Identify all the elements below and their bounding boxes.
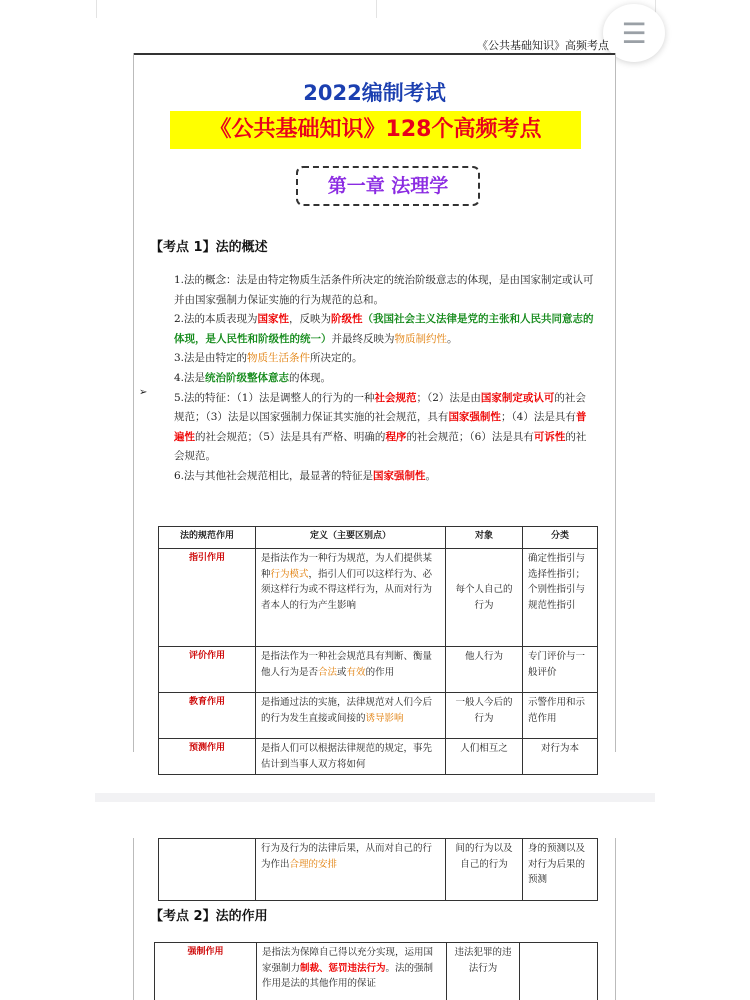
row-name-cell: 预测作用 — [159, 739, 256, 775]
paragraph-6: 6.法与其他社会规范相比，最显著的特征是国家强制性。 — [174, 469, 437, 482]
table-row — [159, 693, 598, 739]
definition-cell: 是指法作为一种行为规范，为人们提供某种行为模式，指引人们可以这样行为、必须这样行为或不得这样行为，从而对行为者本人的行为产生影响 — [256, 549, 446, 647]
definition-cell: 是指法作为一种社会规范具有判断、衡量他人行为是否合法或有效的作用 — [256, 647, 446, 693]
header-cell: 定义（主要区别点） — [256, 527, 446, 549]
definition-cell: 是指人们可以根据法律规范的规定，事先估计到当事人双方将如何 — [256, 739, 446, 775]
row-name-cell — [159, 839, 256, 901]
header-cell: 法的规范作用 — [159, 527, 256, 549]
header-cell: 分类 — [523, 527, 598, 549]
section-body — [162, 271, 594, 487]
category-cell — [520, 943, 598, 1000]
row-name-cell: 指引作用 — [159, 549, 256, 647]
object-cell: 人们相互之 — [446, 739, 523, 775]
paragraph-4: 4.法是统治阶级整体意志的体现。 — [174, 371, 332, 384]
definition-cell: 行为及行为的法律后果，从而对自己的行为作出合理的安排 — [256, 839, 446, 901]
table-header-row — [159, 527, 598, 549]
law-functions-table — [154, 942, 598, 1000]
object-cell: 一般人今后的行为 — [446, 693, 523, 739]
header-cell: 对象 — [446, 527, 523, 549]
category-cell: 专门评价与一般评价 — [523, 647, 598, 693]
norm-functions-table — [158, 526, 598, 775]
row-name-cell: 教育作用 — [159, 693, 256, 739]
category-cell: 身的预测以及对行为后果的预测 — [523, 839, 598, 901]
paragraph-1: 1.法的概念：法是由特定物质生活条件所决定的统治阶级意志的体现，是由国家制定或认可并由国家强制力保证实施的行为规范的总和。 — [174, 274, 594, 306]
paragraph-5: 5.法的特征：（1）法是调整人的行为的一种社会规范；（2）法是由国家制定或认可的社会规范；（3）法是以国家强制力保证其实施的社会规范，具有国家强制性；（4）法是具有普遍性的社会规范；（5）法是具有严格、明确的程序的社会规范；（6）法是具有可诉性的社会规范。 — [174, 391, 587, 463]
definition-cell: 是指法为保障自己得以充分实现，运用国家强制力制裁、惩罚违法行为。法的强制作用是法的其他作用的保证 — [257, 943, 447, 1000]
running-head: 《公共基础知识》高频考点 — [477, 39, 609, 52]
category-cell: 对行为本 — [523, 739, 598, 775]
menu-icon: ☰ — [621, 16, 647, 50]
table-row — [159, 647, 598, 693]
table-row — [155, 943, 598, 1000]
row-name-cell: 评价作用 — [159, 647, 256, 693]
object-cell: 违法犯罪的违法行为 — [447, 943, 520, 1000]
continued-table — [158, 838, 598, 901]
page-separator — [95, 793, 655, 802]
object-cell: 每个人自己的行为 — [446, 549, 523, 647]
arrow-marker-icon: ➢ — [139, 387, 148, 398]
top-divider — [376, 0, 377, 18]
paragraph-3: 3.法是由特定的物质生活条件所决定的。 — [174, 352, 363, 365]
definition-cell: 是指通过法的实施，法律规范对人们今后的行为发生直接或间接的诱导影响 — [256, 693, 446, 739]
main-title: 2022编制考试 — [303, 81, 446, 105]
paragraph-2: 2.法的本质表现为国家性，反映为阶级性（我国社会主义法律是党的主张和人民共同意志的体现，是人民性和阶级性的统一）并最终反映为物质制约性。 — [174, 313, 594, 345]
subtitle-banner: 《公共基础知识》128个高频考点 — [170, 111, 581, 149]
section-heading: 【考点 2】法的作用 — [150, 909, 268, 924]
object-cell: 间的行为以及自己的行为 — [446, 839, 523, 901]
table-row — [159, 839, 598, 901]
category-cell: 示警作用和示范作用 — [523, 693, 598, 739]
header-rule — [134, 53, 615, 55]
object-cell: 他人行为 — [446, 647, 523, 693]
chapter-heading: 第一章 法理学 — [296, 166, 480, 206]
top-divider — [96, 0, 97, 18]
section-heading: 【考点 1】法的概述 — [150, 240, 268, 255]
table-row — [159, 549, 598, 647]
document-page-1 — [133, 39, 616, 770]
row-name-cell: 强制作用 — [155, 943, 257, 1000]
table-row — [159, 739, 598, 775]
category-cell: 确定性指引与选择性指引；个别性指引与规范性指引 — [523, 549, 598, 647]
document-page-2 — [133, 838, 616, 1000]
